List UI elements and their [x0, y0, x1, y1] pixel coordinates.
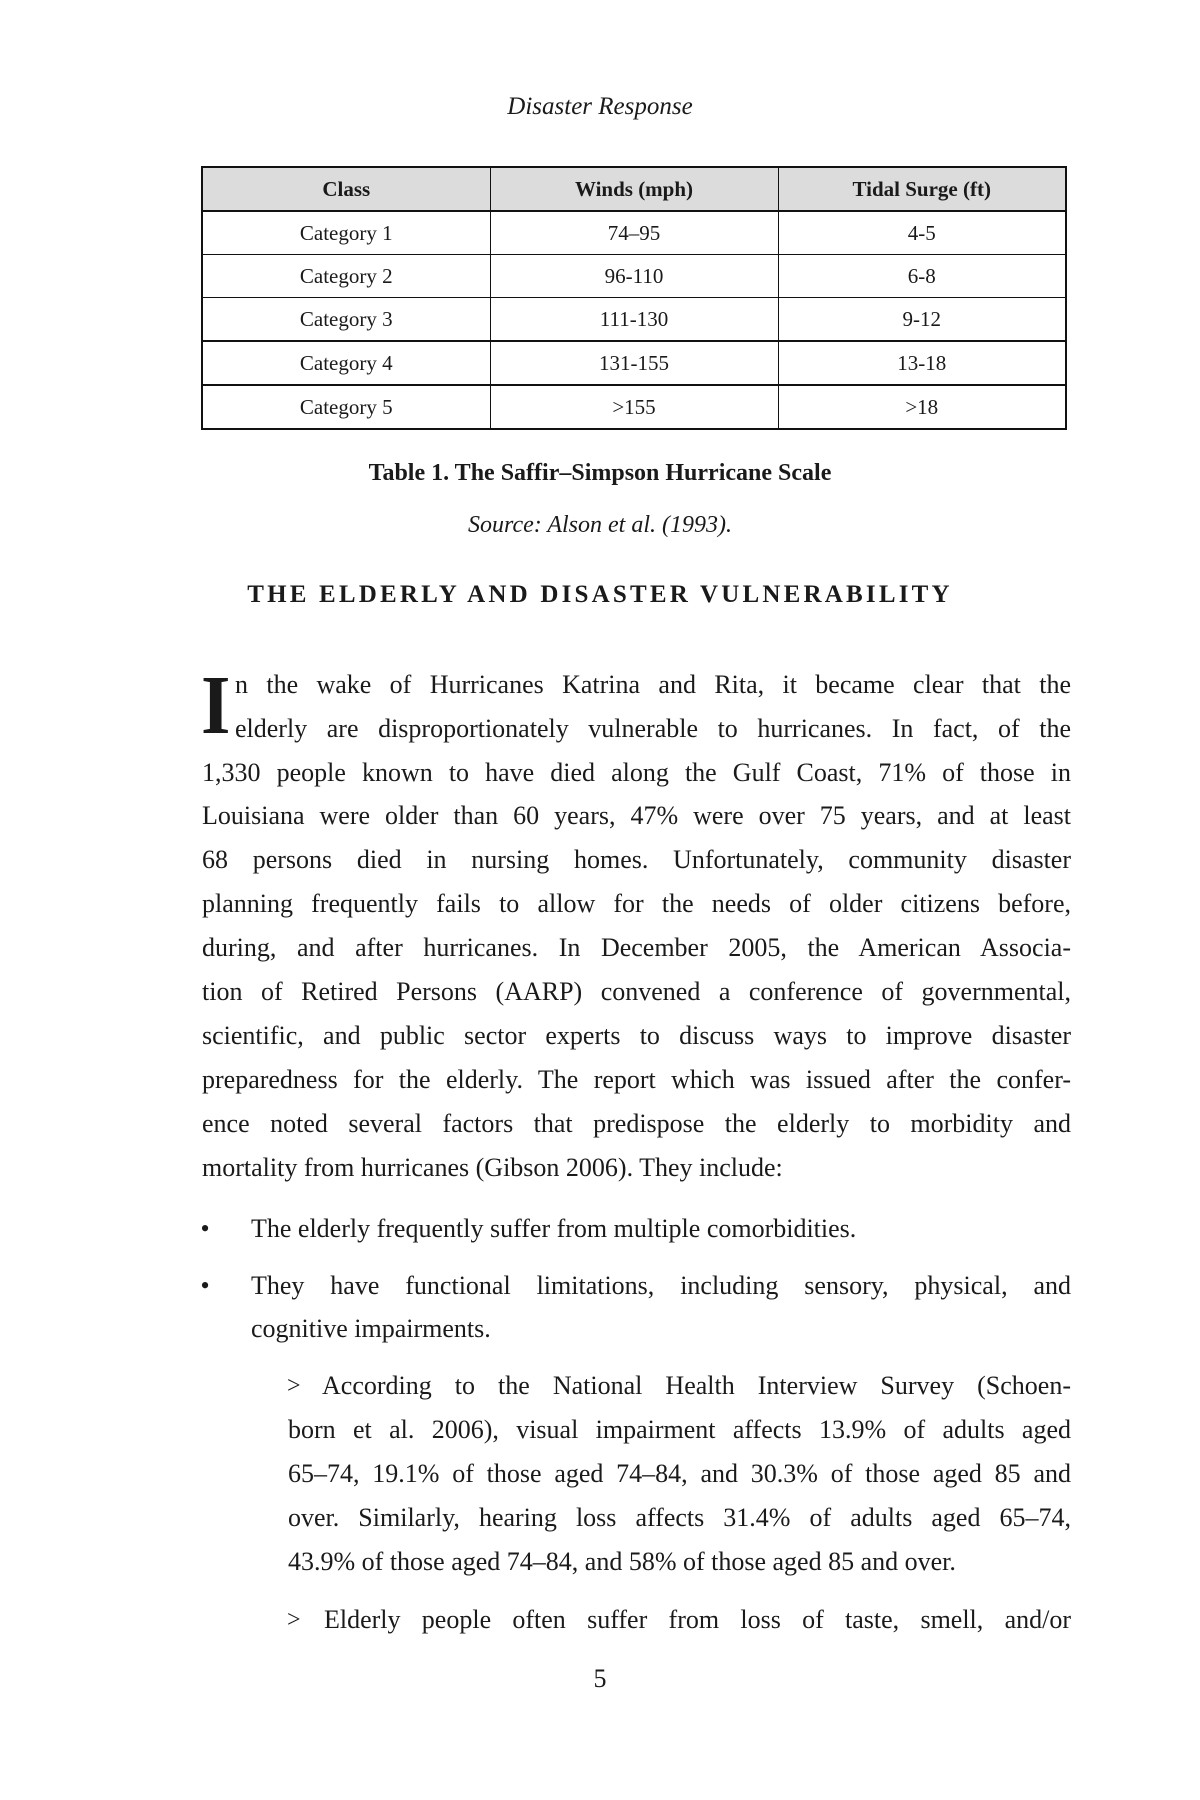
column-header-winds: Winds (mph) [490, 167, 778, 211]
saffir-simpson-table [201, 166, 1067, 430]
cell-winds: 96-110 [490, 255, 778, 298]
cell-class: Category 3 [202, 298, 490, 342]
bullet-icon: • [200, 1214, 210, 1243]
sub-item-text: Elderly people often suffer from loss of taste, smell, and/or [324, 1605, 1071, 1634]
cell-tidal-surge: >18 [778, 385, 1066, 429]
paragraph-line: during, and after hurricanes. In December 2005, the American Associa- [202, 933, 1071, 962]
table-header-row [202, 167, 1066, 211]
cell-class: Category 1 [202, 211, 490, 255]
sub-item-text: 43.9% of those aged 74–84, and 58% of those aged 85 and over. [288, 1547, 956, 1576]
chevron-right-icon: > [287, 1373, 301, 1399]
sub-item-text: 65–74, 19.1% of those aged 74–84, and 30.3% of those aged 85 and [288, 1459, 1071, 1488]
table-row [202, 298, 1066, 342]
table-caption: Table 1. The Saffir–Simpson Hurricane Scale [368, 460, 832, 486]
table-row [202, 211, 1066, 255]
cell-winds: 74–95 [490, 211, 778, 255]
sub-item-text: over. Similarly, hearing loss affects 31.4% of adults aged 65–74, [288, 1503, 1071, 1532]
table-source: Source: Alson et al. (1993). [468, 512, 732, 538]
paragraph-line: Louisiana were older than 60 years, 47% were over 75 years, and at least [202, 801, 1071, 830]
paragraph-line: 1,330 people known to have died along the Gulf Coast, 71% of those in [202, 758, 1071, 787]
cell-tidal-surge: 4-5 [778, 211, 1066, 255]
column-header-class: Class [202, 167, 490, 211]
section-heading: THE ELDERLY AND DISASTER VULNERABILITY [247, 581, 953, 608]
bullet-text: They have functional limitations, including sensory, physical, and [251, 1271, 1071, 1300]
page-number: 5 [593, 1664, 607, 1693]
paragraph-line: scientific, and public sector experts to discuss ways to improve disaster [202, 1021, 1071, 1050]
paragraph-line: elderly are disproportionately vulnerable to hurricanes. In fact, of the [235, 714, 1071, 743]
cell-winds: 131-155 [490, 341, 778, 385]
drop-cap: I [201, 659, 231, 752]
bullet-text: cognitive impairments. [251, 1314, 491, 1343]
cell-winds: 111-130 [490, 298, 778, 342]
cell-class: Category 2 [202, 255, 490, 298]
cell-class: Category 5 [202, 385, 490, 429]
table-row [202, 385, 1066, 429]
paragraph-line: n the wake of Hurricanes Katrina and Rita, it became clear that the [235, 670, 1071, 699]
bullet-text: The elderly frequently suffer from multiple comorbidities. [251, 1214, 857, 1243]
sub-item-text: born et al. 2006), visual impairment affects 13.9% of adults aged [288, 1415, 1071, 1444]
table-row [202, 255, 1066, 298]
paragraph-line: preparedness for the elderly. The report which was issued after the confer- [202, 1065, 1071, 1094]
paragraph-line: ence noted several factors that predispose the elderly to morbidity and [202, 1109, 1071, 1138]
cell-tidal-surge: 9-12 [778, 298, 1066, 342]
chevron-right-icon: > [287, 1607, 301, 1633]
running-head: Disaster Response [507, 93, 693, 120]
bullet-icon: • [200, 1271, 210, 1300]
cell-class: Category 4 [202, 341, 490, 385]
column-header-tidal-surge: Tidal Surge (ft) [778, 167, 1066, 211]
paragraph-line: tion of Retired Persons (AARP) convened a conference of governmental, [202, 977, 1071, 1006]
table-row [202, 341, 1066, 385]
paragraph-line: 68 persons died in nursing homes. Unfortunately, community disaster [202, 845, 1071, 874]
sub-item-text: According to the National Health Interview Survey (Schoen- [322, 1371, 1071, 1400]
paragraph-line: mortality from hurricanes (Gibson 2006). They include: [202, 1153, 783, 1182]
paragraph-line: planning frequently fails to allow for the needs of older citizens before, [202, 889, 1071, 918]
cell-tidal-surge: 6-8 [778, 255, 1066, 298]
cell-winds: >155 [490, 385, 778, 429]
cell-tidal-surge: 13-18 [778, 341, 1066, 385]
